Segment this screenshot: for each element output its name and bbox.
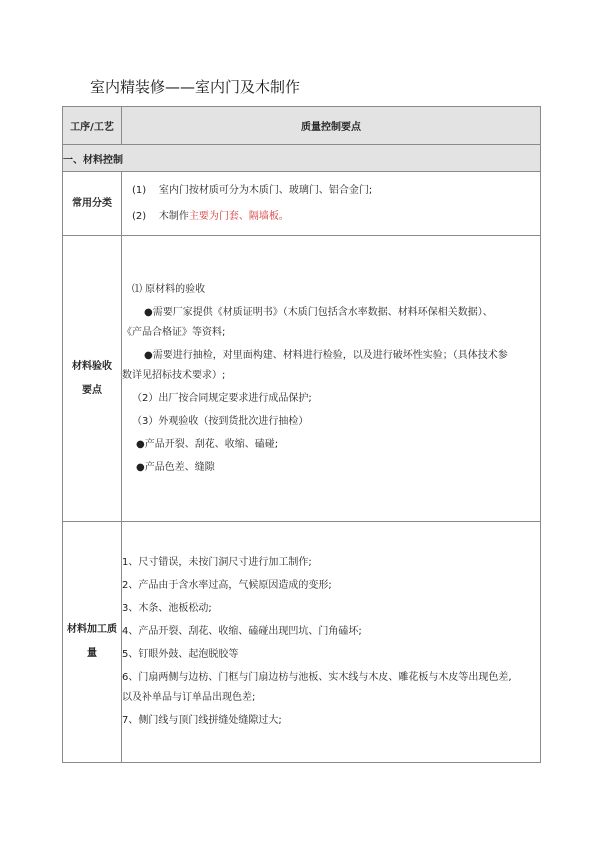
list-item: （3）外观验收（按到货批次进行抽检） [132,415,309,427]
list-item: 数详见招标技术要求）; [122,369,226,381]
page-title: 室内精装修——室内门及木制作 [90,78,301,96]
list-item: 5、钉眼外鼓、起泡脱胶等 [122,649,239,660]
header-process: 工序/工艺 [63,107,122,145]
list-item: 1、尺寸错误，未按门洞尺寸进行加工制作; [122,557,312,568]
quality-control-table [62,106,541,763]
row-content-inspection [122,236,541,522]
table-header-row [63,107,541,145]
table-row-processing-quality [63,522,541,763]
list-item: 4、产品开裂、刮花、收缩、磕碰出现凹坑、门角磕坏; [122,626,362,637]
row-content-processing [122,522,541,763]
list-item: 以及补单品与订单品出现色差; [122,692,256,703]
list-item: （2）出厂按合同规定要求进行成品保护; [132,392,312,404]
list-item: 3、木条、池板松动; [122,603,212,614]
list-item: 6、门扇两侧与边枋、门框与门扇边枋与池板、实木线与木皮、雕花板与木皮等出现色差, [122,672,512,683]
row-label-inspection: 材料验收 要点 [63,236,122,522]
header-quality-points: 质量控制要点 [122,107,541,145]
list-item: (1) 室内门按材质可分为木质门、玻璃门、铝合金门; [132,184,373,196]
section-row [63,145,541,172]
table-row-material-inspection [63,236,541,522]
list-item: 7、侧门线与顶门线拼缝处缝隙过大; [122,715,282,726]
list-item: ●产品开裂、刮花、收缩、磕碰; [136,438,279,450]
row-label-processing: 材料加工质 量 [63,522,122,763]
table-row-common-classification [63,172,541,236]
list-item: ●产品色差、缝隙 [136,461,215,473]
row-label-common: 常用分类 [63,172,122,236]
list-item: 《产品合格证》等资料; [122,326,226,338]
list-item: (2) 木制作主要为门套、隔墙板。 [132,210,289,222]
list-item: 2、产品由于含水率过高，气候原因造成的变形; [122,580,332,591]
row-content-common [122,172,541,236]
list-item: ●需要厂家提供《材质证明书》（木质门包括含水率数据、材料环保相关数据）、 [144,306,493,318]
highlight-text: 主要为门套、隔墙板。 [188,210,289,222]
section-material-control: 一、材料控制 [63,145,541,172]
list-item: ⑴ 原材料的验收 [132,283,206,295]
list-item: ●需要进行抽检，对里面构建、材料进行检验，以及进行破坏性实验；（具体技术参 [144,349,508,361]
